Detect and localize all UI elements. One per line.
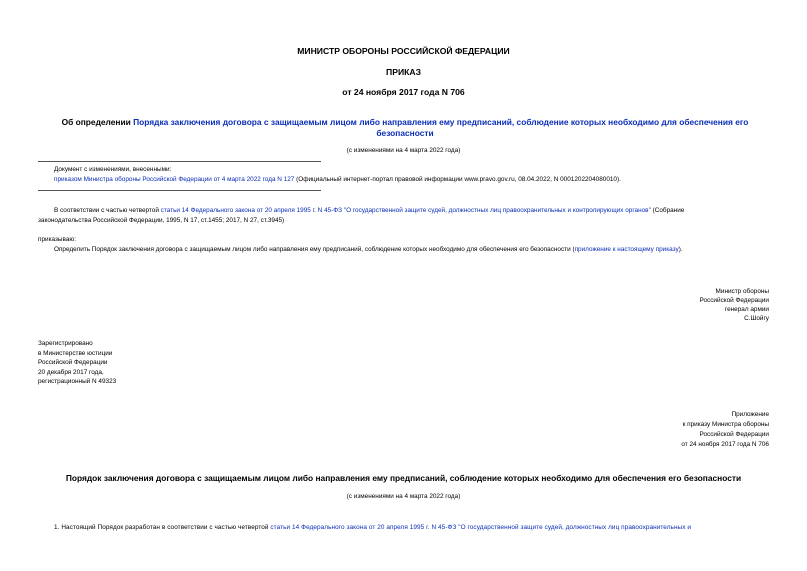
registration-line-3: Российской Федерации: [38, 359, 108, 366]
registration-line-5: регистрационный N 49323: [38, 378, 117, 385]
signature-block: [700, 287, 770, 323]
document-title: [40, 117, 770, 139]
title-revision-note: (с изменениями на 4 марта 2022 года): [346, 147, 461, 154]
paragraph-1-start: 1. Настоящий Порядок разработан в соответствии с частью четвертой: [54, 524, 271, 531]
preamble-end: (Собрание: [650, 207, 685, 214]
doc-date-number: от 24 ноября 2017 года N 706: [342, 87, 465, 97]
law-title-link[interactable]: "О государственной защите судей, должностных лиц правоохранительных и контролирующих органов": [343, 207, 651, 214]
appendix-line-1: Приложение: [731, 411, 769, 418]
title-link[interactable]: Порядка заключения договора с защищаемым лицом либо направления ему предписаний, соблюдение которых необходимо для обеспечения его: [133, 117, 749, 127]
appendix-block: [681, 410, 769, 450]
signature-line-1: Министр обороны: [715, 288, 769, 295]
procedure-title: Порядок заключения договора с защищаемым лицом либо направления ему предписаний, соблюдение которых необходимо для обеспечения его безопасности: [65, 473, 742, 483]
preamble-line2: законодательства Российской Федерации, 1995, N 17, ст.1455; 2017, N 27, ст.3945): [38, 217, 285, 224]
changes-bottom-divider: [38, 190, 321, 191]
registration-line-1: Зарегистрировано: [38, 340, 93, 347]
paragraph-1-law-link[interactable]: статьи 14 Федерального закона от 20 апреля 1995 г. N 45-ФЗ "О государственной защите судей, должностных лиц правоохранительных и: [270, 524, 692, 531]
title-prefix: Об определении: [61, 117, 134, 127]
registration-block: [38, 339, 116, 387]
signature-line-2: Российской Федерации: [699, 297, 769, 304]
preamble-start: В соответствии с частью четвертой: [54, 207, 161, 214]
changes-line: [54, 176, 621, 183]
amending-order-link[interactable]: приказом Министра обороны Российской Федерации от 4 марта 2022 года N 127: [54, 176, 295, 183]
procedure-paragraph-1: [54, 524, 691, 531]
changes-source: (Официальный интернет-портал правовой информации www.pravo.gov.ru, 08.04.2022, N 0001202204080010).: [294, 176, 621, 183]
law-article-link[interactable]: статьи 14 Федерального закона от 20 апреля 1995 г. N 45-ФЗ: [160, 207, 343, 214]
order-body: Определить Порядок заключения договора с защищаемым лицом либо направления ему предписаний, соблюдение которых необходимо для обеспечения его безопасности (: [54, 246, 575, 253]
appendix-line-4: от 24 ноября 2017 года N 706: [681, 441, 769, 448]
order-text: Определить Порядок заключения договора с защищаемым лицом либо направления ему предписаний, соблюдение которых необходимо для обеспечения его безопасности (приложение к настоящему приказу).: [54, 246, 683, 253]
procedure-revision-note: (с изменениями на 4 марта 2022 года): [346, 493, 461, 500]
ministry-heading: МИНИСТР ОБОРОНЫ РОССИЙСКОЙ ФЕДЕРАЦИИ: [297, 46, 510, 56]
signature-line-4: С.Шойгу: [744, 315, 769, 322]
appendix-line-3: Российской Федерации: [699, 431, 769, 438]
preamble-line1: [54, 207, 684, 214]
appendix-link[interactable]: приложение к настоящему приказу: [574, 246, 679, 253]
doc-type-heading: ПРИКАЗ: [386, 67, 421, 77]
changes-intro: Документ с изменениями, внесенными:: [54, 166, 172, 173]
registration-line-2: в Министерстве юстиции: [38, 349, 113, 357]
order-label: приказываю:: [38, 236, 76, 243]
title-link-line2[interactable]: безопасности: [376, 128, 434, 138]
changes-top-divider: [38, 161, 321, 162]
registration-line-4: 20 декабря 2017 года,: [38, 368, 104, 376]
signature-line-3: генерал армии: [724, 306, 769, 313]
appendix-line-2: к приказу Министра обороны: [682, 421, 769, 428]
